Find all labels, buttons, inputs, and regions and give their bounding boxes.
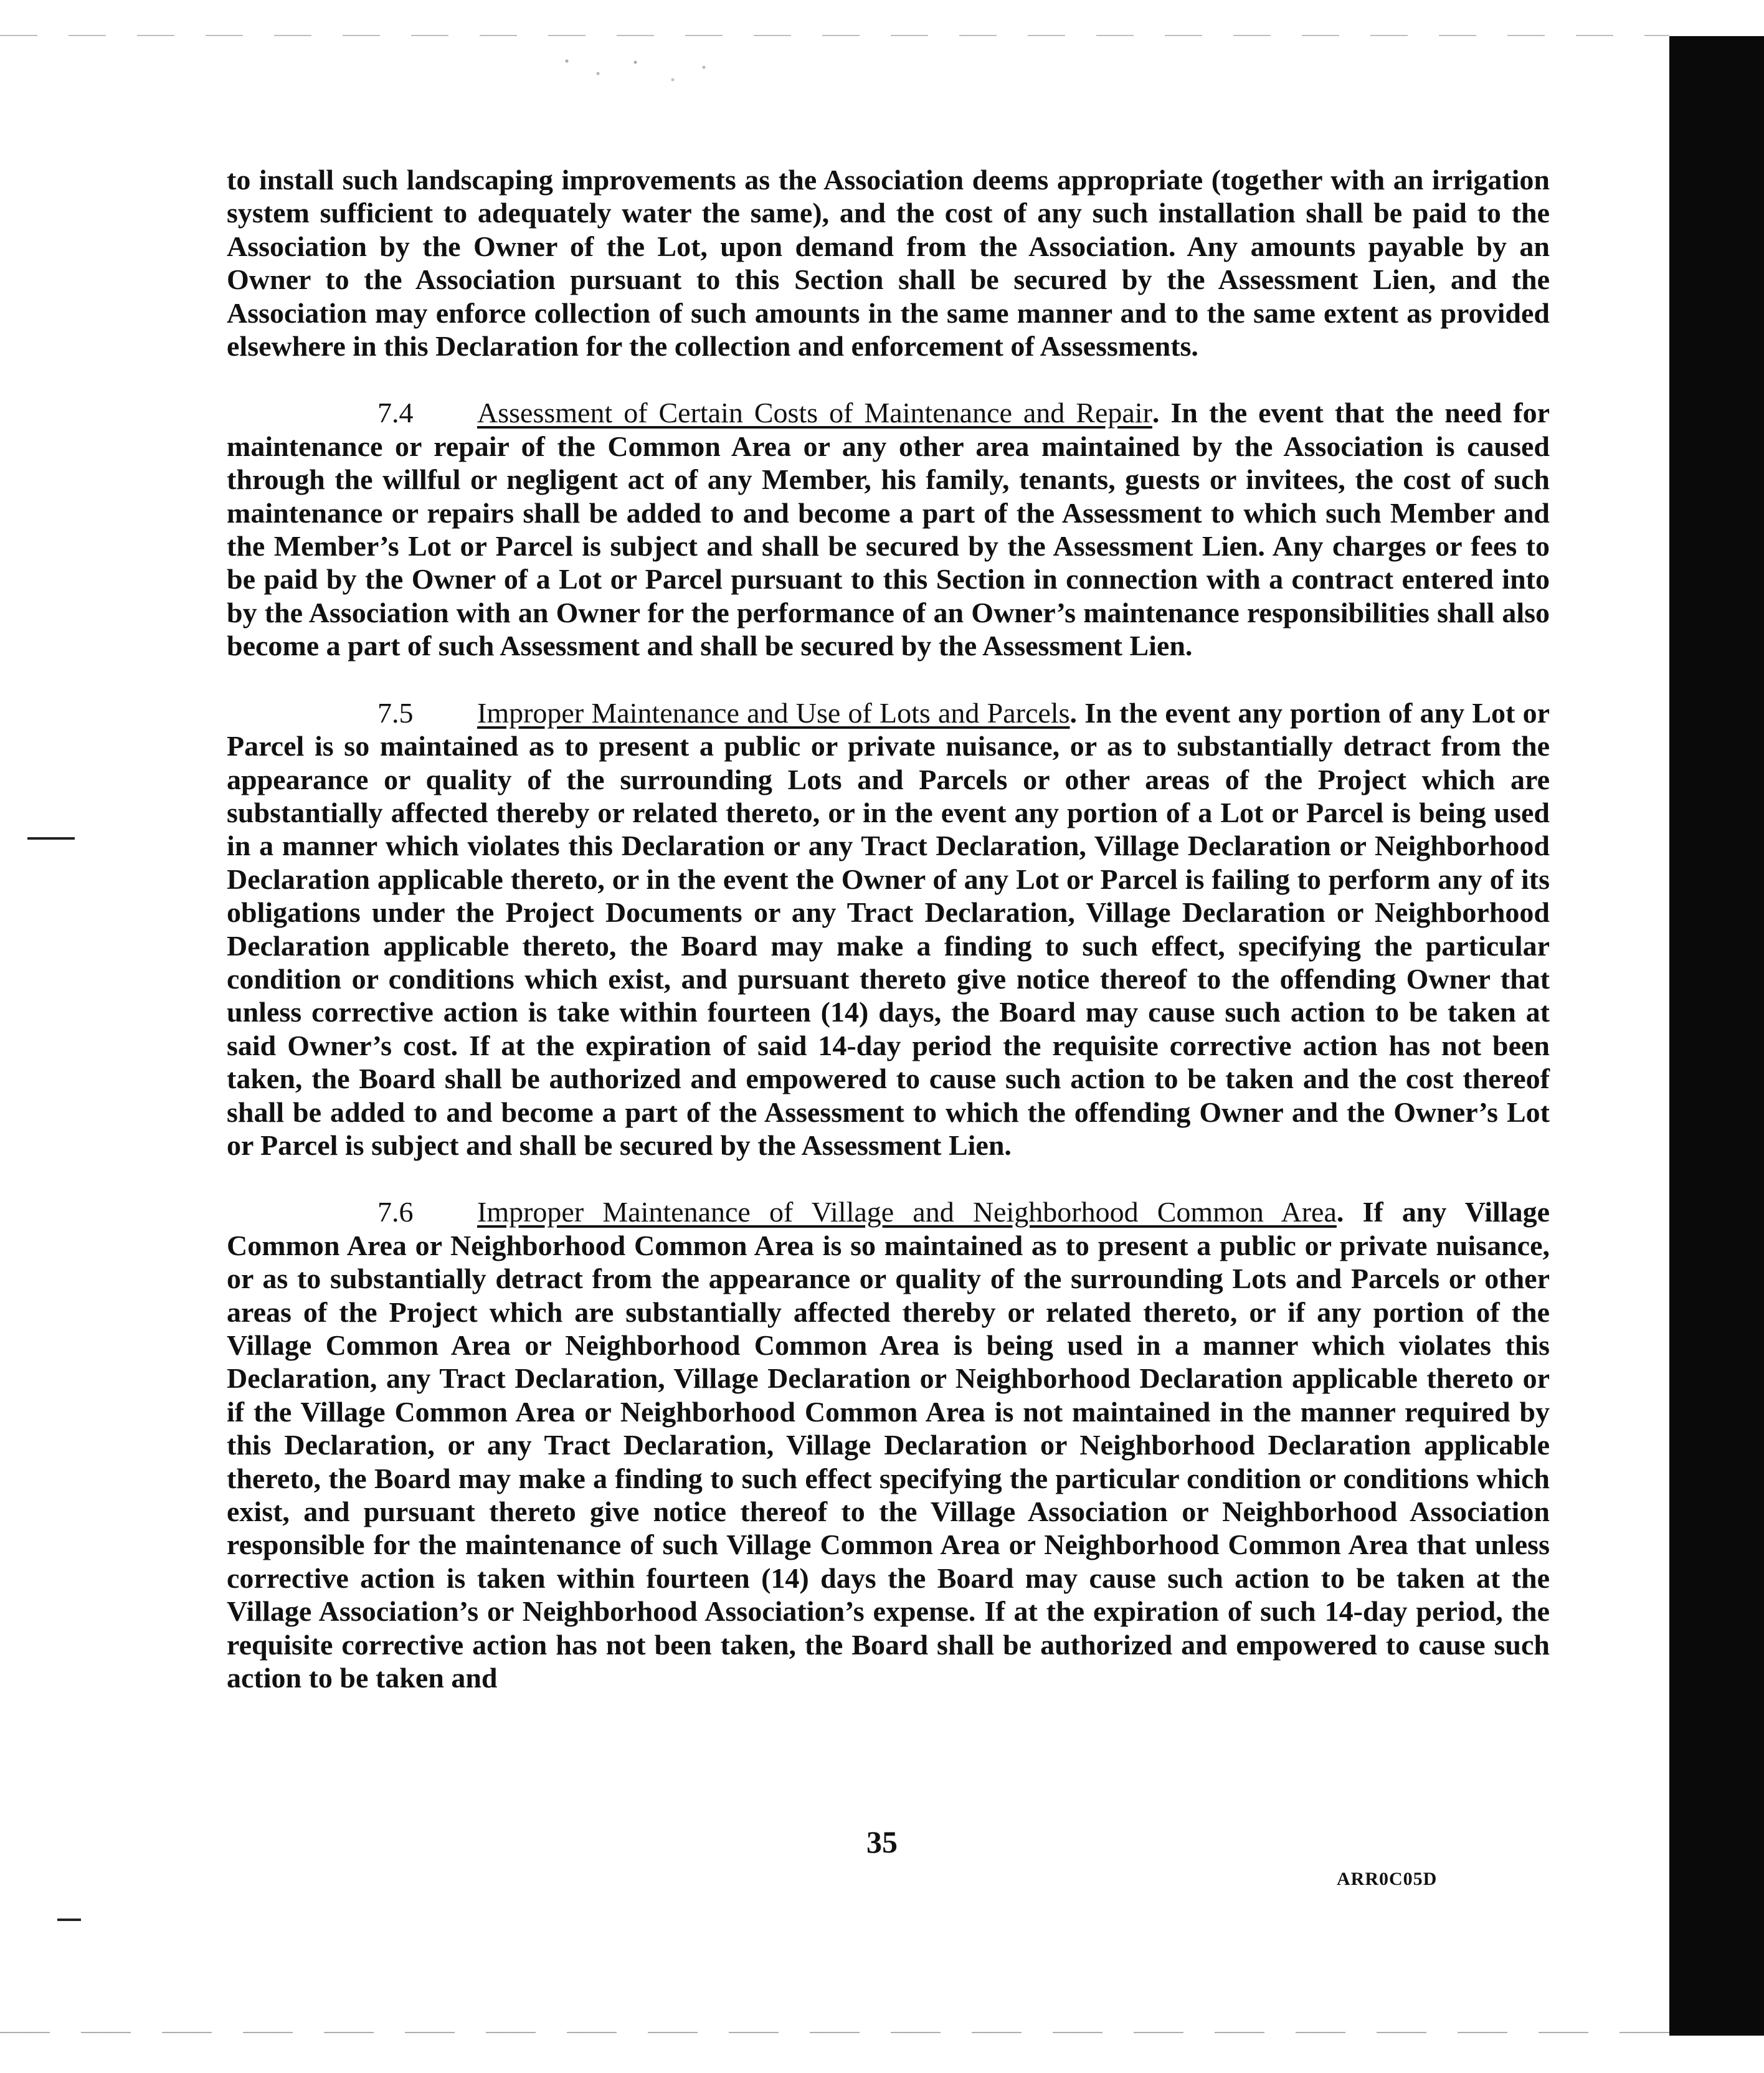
section-7-5 (227, 696, 1550, 1162)
section-body: . In the event that the need for maintenance or repair of the Common Area or any other area maintained by the Association is caused through the willful or negligent act of any Member, his family, tenants, guests or invitees, the cost of such maintenance or repairs shall be added to and become a part of the Assessment to which such Member and the Member’s Lot or Parcel is subject and shall be secured by the Assessment Lien. Any charges or fees to be paid by the Owner of a Lot or Parcel pursuant to this Section in connection with a contract entered into by the Association with an Owner for the performance of an Owner’s maintenance responsibilities shall also become a part of such Assessment and shall be secured by the Assessment Lien. (227, 397, 1550, 662)
section-number: 7.6 (377, 1196, 414, 1228)
section-body: . If any Village Common Area or Neighborhood Common Area is so maintained as to present a public or private nuisance, or as to substantially detract from the appearance or quality of the surrounding Lots and Parcels or other areas of the Project which are substantially affected thereby or related thereto, or if any portion of the Village Common Area or Neighborhood Common Area is being used in a manner which violates this Declaration, any Tract Declaration, Village Declaration or Neighborhood Declaration applicable thereto or if the Village Common Area or Neighborhood Common Area is not maintained in the manner required by this Declaration, or any Tract Declaration, Village Declaration or Neighborhood Declaration applicable thereto, the Board may make a finding to such effect specifying the particular condition or conditions which exist, and pursuant thereto give notice thereof to the Village Association or Neighborhood Association responsible for the maintenance of such Village Common Area or Neighborhood Common Area that unless corrective action is taken within fourteen (14) days the Board may cause such action to be taken at the Village Association’s or Neighborhood Association’s expense. If at the expiration of such 14-day period, the requisite corrective action has not been taken, the Board shall be authorized and empowered to cause such action to be taken and (227, 1196, 1550, 1694)
scan-artifact-top (0, 35, 1669, 36)
section-title: Improper Maintenance and Use of Lots and Parcels (477, 696, 1070, 729)
section-title: Improper Maintenance of Village and Neighborhood Common Area (477, 1196, 1337, 1228)
section-body: . In the event any portion of any Lot or Parcel is so maintained as to present a public or private nuisance, or as to substantially detract from the appearance or quality of the surrounding Lots and Parcels or other areas of the Project which are substantially affected thereby or related thereto, or in the event any portion of a Lot or Parcel is being used in a manner which violates this Declaration or any Tract Declaration, Village Declaration or Neighborhood Declaration applicable thereto, or in the event the Owner of any Lot or Parcel is failing to perform any of its obligations under the Project Documents or any Tract Declaration, Village Declaration or Neighborhood Declaration applicable thereto, the Board may make a finding to such effect, specifying the particular condition or conditions which exist, and pursuant thereto give notice thereof to the offending Owner that unless corrective action is take within fourteen (14) days, the Board may cause such action to be taken at said Owner’s cost. If at the expiration of said 14-day period the requisite corrective action has not been taken, the Board shall be authorized and empowered to cause such action to be taken and the cost thereof shall be added to and become a part of the Assessment to which the offending Owner and the Owner’s Lot or Parcel is subject and shall be secured by the Assessment Lien. (227, 696, 1550, 1161)
scan-black-edge (1669, 36, 1764, 2036)
page-number: 35 (866, 1824, 898, 1859)
scan-speckle (561, 55, 723, 92)
section-number: 7.4 (377, 397, 414, 429)
section-number: 7.5 (377, 696, 414, 729)
margin-mark (57, 1919, 81, 1921)
section-7-6 (227, 1195, 1550, 1694)
document-body (227, 163, 1550, 1728)
scan-artifact-bottom (0, 2032, 1669, 2033)
document-code: ARR0C05D (1337, 1869, 1438, 1889)
section-7-4 (227, 396, 1550, 662)
paragraph-continued: to install such landscaping improvements as the Association deems appropriate (together with an irrigation system sufficient to adequately water the same), and the cost of any such installation shall be paid to the Association by the Owner of the Lot, upon demand from the Association. Any amounts payable by an Owner to the Association pursuant to this Section shall be secured by the Assessment Lien, and the Association may enforce collection of such amounts in the same manner and to the same extent as provided elsewhere in this Declaration for the collection and enforcement of Assessments. (227, 164, 1550, 363)
margin-mark (27, 837, 75, 840)
section-title: Assessment of Certain Costs of Maintenance and Repair (477, 397, 1152, 429)
